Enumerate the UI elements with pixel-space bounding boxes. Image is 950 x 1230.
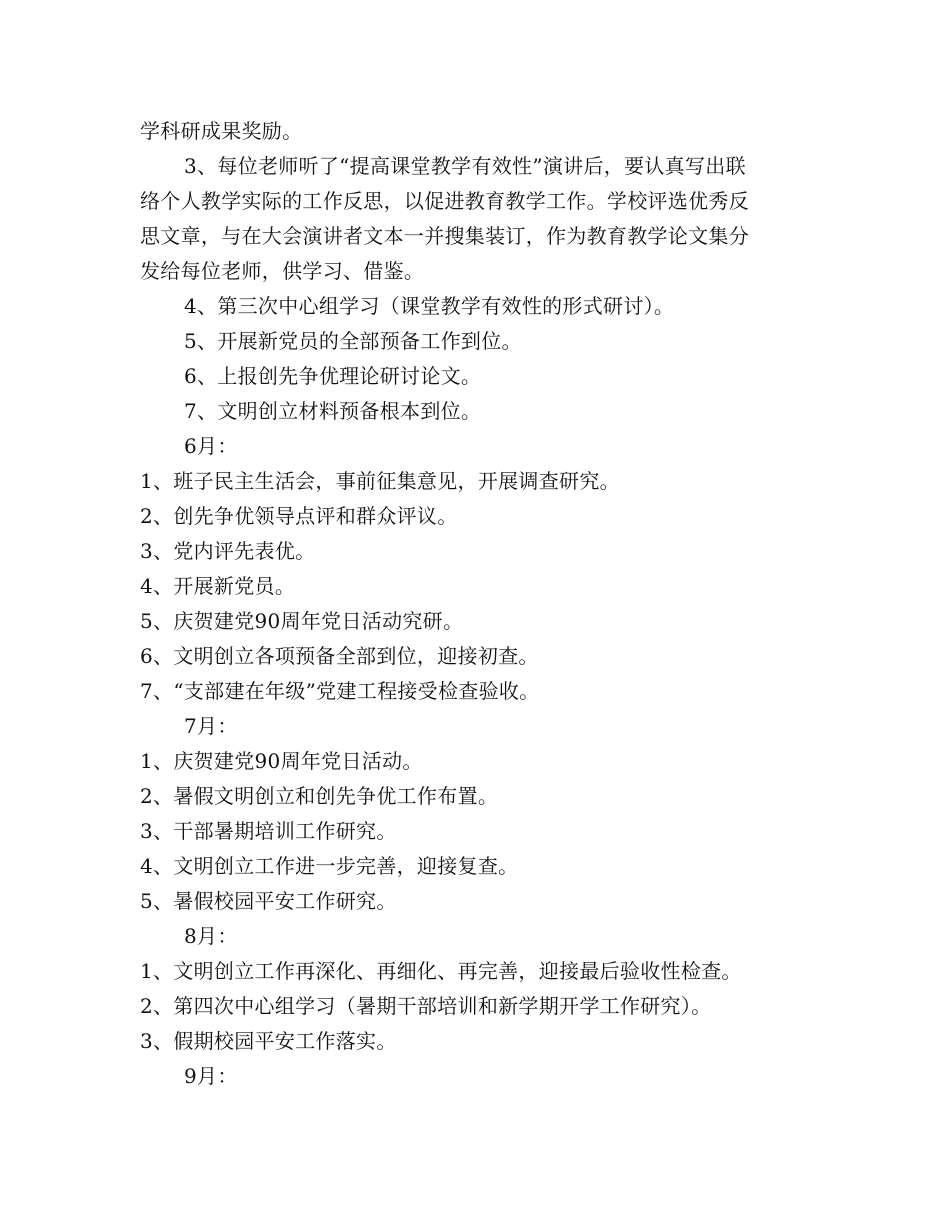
list-item: 5、开展新党员的全部预备工作到位。 [184, 329, 522, 353]
list-item: 2、第四次中心组学习（暑期干部培训和新学期开学工作研究）。 [140, 994, 712, 1018]
list-item: 6、文明创立各项预备全部到位，迎接初查。 [140, 644, 539, 668]
list-item: 5、暑假校园平安工作研究。 [140, 889, 397, 913]
list-item: 5、庆贺建党90周年党日活动究研。 [140, 609, 464, 633]
paragraph-line: 3、每位老师听了“提高课堂教学有效性”演讲后，要认真写出联 [184, 154, 746, 178]
paragraph-line: 学科研成果奖励。 [140, 119, 303, 143]
month-heading: 7月： [184, 714, 238, 738]
month-heading: 6月： [184, 434, 238, 458]
paragraph-line: 发给每位老师，供学习、借鉴。 [140, 259, 425, 283]
list-item: 3、干部暑期培训工作研究。 [140, 819, 397, 843]
list-item: 1、班子民主生活会，事前征集意见，开展调查研究。 [140, 469, 620, 493]
list-item: 7、“支部建在年级”党建工程接受检查验收。 [140, 679, 540, 703]
month-heading: 9月： [184, 1064, 238, 1088]
paragraph-line: 络个人教学实际的工作反思，以促进教育教学工作。学校评选优秀反 [140, 189, 749, 213]
list-item: 1、文明创立工作再深化、再细化、再完善，迎接最后验收性检查。 [140, 959, 742, 983]
list-item: 4、开展新党员。 [140, 574, 296, 598]
list-item: 2、创先争优领导点评和群众评议。 [140, 504, 458, 528]
list-item: 1、庆贺建党90周年党日活动。 [140, 749, 423, 773]
month-heading: 8月： [184, 924, 238, 948]
list-item: 6、上报创先争优理论研讨论文。 [184, 364, 482, 388]
paragraph-line: 思文章，与在大会演讲者文本一并搜集装订，作为教育教学论文集分 [140, 224, 749, 248]
list-item: 7、文明创立材料预备根本到位。 [184, 399, 482, 423]
list-item: 4、文明创立工作进一步完善，迎接复查。 [140, 854, 519, 878]
list-item: 3、党内评先表优。 [140, 539, 316, 563]
list-item: 4、第三次中心组学习（课堂教学有效性的形式研讨）。 [184, 294, 675, 318]
list-item: 2、暑假文明创立和创先争优工作布置。 [140, 784, 499, 808]
list-item: 3、假期校园平安工作落实。 [140, 1029, 397, 1053]
document-page [140, 114, 840, 1094]
